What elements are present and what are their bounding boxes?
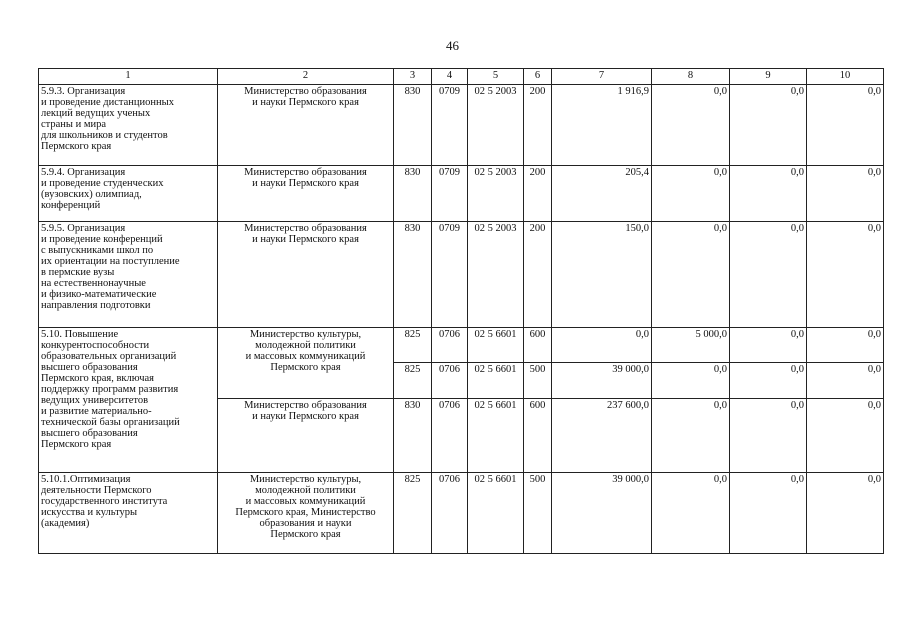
cell-amount-7: 39 000,0: [552, 473, 652, 554]
cell-amount-8: 0,0: [652, 363, 730, 399]
cell-amount-7: 39 000,0: [552, 363, 652, 399]
cell-code-5: 02 5 6601: [468, 328, 524, 363]
activity-name: 5.10. Повышение конкурентоспособности образовательных организаций высшего образования Пермского края, включая поддержку программ развития ведущих университетов и развитие материально- технической базы организаций высшего образования Пермского края: [39, 328, 218, 473]
cell-code-5: 02 5 6601: [468, 473, 524, 554]
cell-amount-8: 0,0: [652, 399, 730, 473]
cell-code-4: 0706: [432, 399, 468, 473]
ministry-name: Министерство культуры, молодежной политики и массовых коммуникаций Пермского края: [218, 328, 394, 399]
column-header: 10: [807, 69, 884, 85]
cell-amount-9: 0,0: [730, 328, 807, 363]
cell-code-3: 825: [394, 473, 432, 554]
cell-code-6: 200: [524, 85, 552, 166]
cell-amount-8: 0,0: [652, 473, 730, 554]
cell-amount-9: 0,0: [730, 166, 807, 222]
cell-amount-7: 237 600,0: [552, 399, 652, 473]
column-header: 1: [39, 69, 218, 85]
cell-amount-9: 0,0: [730, 85, 807, 166]
cell-code-5: 02 5 2003: [468, 85, 524, 166]
table-row: [39, 473, 884, 554]
cell-amount-10: 0,0: [807, 399, 884, 473]
column-header: 5: [468, 69, 524, 85]
cell-amount-10: 0,0: [807, 85, 884, 166]
cell-code-6: 200: [524, 222, 552, 328]
cell-code-5: 02 5 2003: [468, 166, 524, 222]
cell-amount-9: 0,0: [730, 222, 807, 328]
cell-amount-7: 205,4: [552, 166, 652, 222]
table-row: [39, 328, 884, 363]
cell-code-4: 0709: [432, 85, 468, 166]
ministry-name: Министерство образования и науки Пермского края: [218, 399, 394, 473]
cell-code-4: 0709: [432, 222, 468, 328]
cell-amount-7: 0,0: [552, 328, 652, 363]
ministry-name: Министерство культуры, молодежной политики и массовых коммуникаций Пермского края, Министерство образования и науки Пермского края: [218, 473, 394, 554]
ministry-name: Министерство образования и науки Пермского края: [218, 166, 394, 222]
table-row: [39, 166, 884, 222]
activity-name: 5.9.3. Организация и проведение дистанционных лекций ведущих ученых страны и мира для школьников и студентов Пермского края: [39, 85, 218, 166]
cell-amount-10: 0,0: [807, 473, 884, 554]
column-header: 6: [524, 69, 552, 85]
cell-code-3: 830: [394, 222, 432, 328]
cell-code-4: 0709: [432, 166, 468, 222]
cell-code-5: 02 5 2003: [468, 222, 524, 328]
column-header: 2: [218, 69, 394, 85]
table-row: [39, 222, 884, 328]
cell-amount-10: 0,0: [807, 328, 884, 363]
cell-amount-8: 5 000,0: [652, 328, 730, 363]
cell-code-6: 500: [524, 363, 552, 399]
activity-name: 5.9.5. Организация и проведение конференций с выпускниками школ по их ориентации на поступление в пермские вузы на естественнонаучные и физико-математические направления подготовки: [39, 222, 218, 328]
cell-amount-9: 0,0: [730, 363, 807, 399]
cell-code-6: 200: [524, 166, 552, 222]
cell-amount-8: 0,0: [652, 222, 730, 328]
cell-code-4: 0706: [432, 363, 468, 399]
column-header: 7: [552, 69, 652, 85]
cell-code-3: 830: [394, 166, 432, 222]
cell-code-6: 500: [524, 473, 552, 554]
activity-name: 5.10.1.Оптимизация деятельности Пермского государственного института искусства и культуры (академия): [39, 473, 218, 554]
cell-code-3: 825: [394, 363, 432, 399]
cell-code-5: 02 5 6601: [468, 399, 524, 473]
table-row: [39, 85, 884, 166]
budget-table: [38, 68, 884, 554]
header-row: [39, 69, 884, 85]
cell-code-4: 0706: [432, 473, 468, 554]
cell-amount-8: 0,0: [652, 85, 730, 166]
cell-amount-9: 0,0: [730, 399, 807, 473]
cell-code-6: 600: [524, 328, 552, 363]
cell-code-3: 825: [394, 328, 432, 363]
cell-code-4: 0706: [432, 328, 468, 363]
activity-name: 5.9.4. Организация и проведение студенческих (вузовских) олимпиад, конференций: [39, 166, 218, 222]
column-header: 9: [730, 69, 807, 85]
cell-code-5: 02 5 6601: [468, 363, 524, 399]
cell-amount-7: 1 916,9: [552, 85, 652, 166]
cell-amount-8: 0,0: [652, 166, 730, 222]
cell-code-6: 600: [524, 399, 552, 473]
cell-amount-10: 0,0: [807, 166, 884, 222]
ministry-name: Министерство образования и науки Пермского края: [218, 85, 394, 166]
cell-amount-9: 0,0: [730, 473, 807, 554]
cell-code-3: 830: [394, 399, 432, 473]
cell-amount-7: 150,0: [552, 222, 652, 328]
ministry-name: Министерство образования и науки Пермского края: [218, 222, 394, 328]
cell-amount-10: 0,0: [807, 222, 884, 328]
column-header: 3: [394, 69, 432, 85]
cell-amount-10: 0,0: [807, 363, 884, 399]
column-header: 8: [652, 69, 730, 85]
page-number: 46: [446, 38, 459, 53]
column-header: 4: [432, 69, 468, 85]
cell-code-3: 830: [394, 85, 432, 166]
